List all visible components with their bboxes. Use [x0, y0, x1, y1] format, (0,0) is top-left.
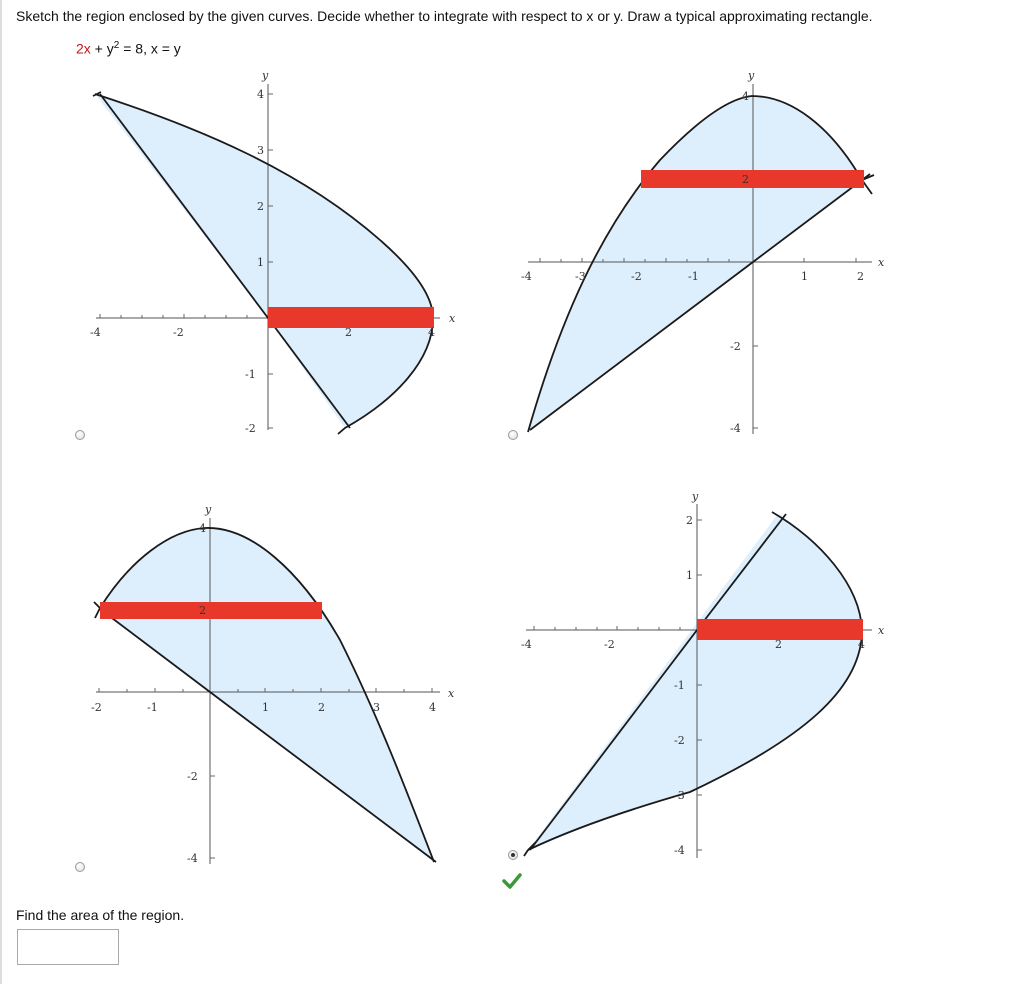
x-tick-label: 2	[775, 638, 782, 651]
radio-option-b[interactable]	[508, 430, 518, 440]
region-fill	[528, 96, 862, 432]
y-tick-label: 3	[257, 144, 264, 157]
x-tick-label: -4	[521, 270, 532, 283]
y-tick-label: 1	[257, 256, 264, 269]
graph-option-c[interactable]	[91, 503, 455, 865]
approx-rectangle	[100, 602, 322, 619]
y-axis-label: y	[748, 69, 755, 82]
region-fill	[95, 94, 433, 428]
y-tick-label: -2	[187, 770, 198, 783]
y-tick-label: -2	[730, 340, 741, 353]
x-ticks	[534, 626, 680, 630]
x-tick-label: -4	[90, 326, 101, 339]
x-tick-label: 4	[429, 701, 436, 714]
y-tick-label: -1	[245, 368, 256, 381]
x-tick-label: 2	[345, 326, 352, 339]
x-tick-label: -3	[575, 270, 586, 283]
x-tick-label: 2	[857, 270, 864, 283]
y-tick-label: 2	[686, 514, 693, 527]
graph-option-b[interactable]	[521, 69, 885, 435]
area-prompt: Find the area of the region.	[16, 907, 185, 923]
graph-option-a[interactable]	[90, 69, 456, 435]
x-tick-label: 1	[801, 270, 808, 283]
approx-rectangle	[268, 307, 434, 328]
graph-option-d[interactable]	[521, 490, 885, 858]
y-tick-label: 4	[257, 88, 264, 101]
checkmark-icon	[502, 872, 522, 890]
curve-arrow	[94, 602, 100, 618]
y-tick-label: -2	[245, 422, 256, 435]
y-axis-label: y	[262, 69, 269, 82]
y-ticks	[697, 520, 702, 850]
approx-rectangle	[641, 170, 864, 188]
x-tick-label: -1	[688, 270, 699, 283]
question-text: Sketch the region enclosed by the given curves. Decide whether to integrate with respect to x or y. Draw a typical approximating rectangle.	[16, 8, 873, 24]
equation-rest: = 8, x = y	[119, 40, 181, 57]
x-tick-label: -4	[521, 638, 532, 651]
y-tick-label: 2	[742, 173, 749, 186]
x-tick-label: 2	[318, 701, 325, 714]
y-tick-label: -1	[674, 679, 685, 692]
approx-rectangle	[697, 619, 863, 640]
x-tick-label: 4	[428, 326, 435, 339]
x-ticks	[100, 314, 247, 318]
x-tick-label: 1	[262, 701, 269, 714]
equation-coefficient: 2x	[76, 40, 91, 57]
y-tick-label: 4	[742, 90, 749, 103]
x-tick-label: 4	[858, 638, 865, 651]
region-fill	[100, 528, 434, 862]
radio-option-a[interactable]	[75, 430, 85, 440]
x-ticks	[99, 688, 432, 692]
radio-option-d[interactable]	[508, 850, 518, 860]
x-tick-label: -2	[173, 326, 184, 339]
y-tick-label: -4	[674, 844, 685, 857]
x-tick-label: 3	[373, 701, 380, 714]
radio-option-c[interactable]	[75, 862, 85, 872]
x-axis-label: x	[448, 687, 455, 700]
region-fill	[528, 514, 862, 850]
x-axis-label: x	[878, 256, 885, 269]
x-tick-label: -1	[147, 701, 158, 714]
x-tick-label: -2	[91, 701, 102, 714]
y-tick-label: 2	[199, 604, 206, 617]
equation-exponent: 2	[113, 40, 120, 51]
area-answer-input[interactable]	[17, 929, 119, 965]
x-tick-label: -2	[604, 638, 615, 651]
y-tick-label: -4	[730, 422, 741, 435]
y-tick-label: -2	[674, 734, 685, 747]
equation-middle: + y	[90, 40, 114, 57]
y-tick-label: 2	[257, 200, 264, 213]
y-axis-label: y	[692, 490, 699, 503]
x-axis-label: x	[449, 312, 456, 325]
y-axis-label: y	[205, 503, 212, 516]
x-axis-label: x	[878, 624, 885, 637]
y-tick-label: 1	[686, 569, 693, 582]
curve-arrow	[524, 842, 536, 856]
x-tick-label: -2	[631, 270, 642, 283]
y-tick-label: 4	[199, 522, 206, 535]
y-tick-label: -3	[674, 789, 685, 802]
y-tick-label: -4	[187, 852, 198, 865]
